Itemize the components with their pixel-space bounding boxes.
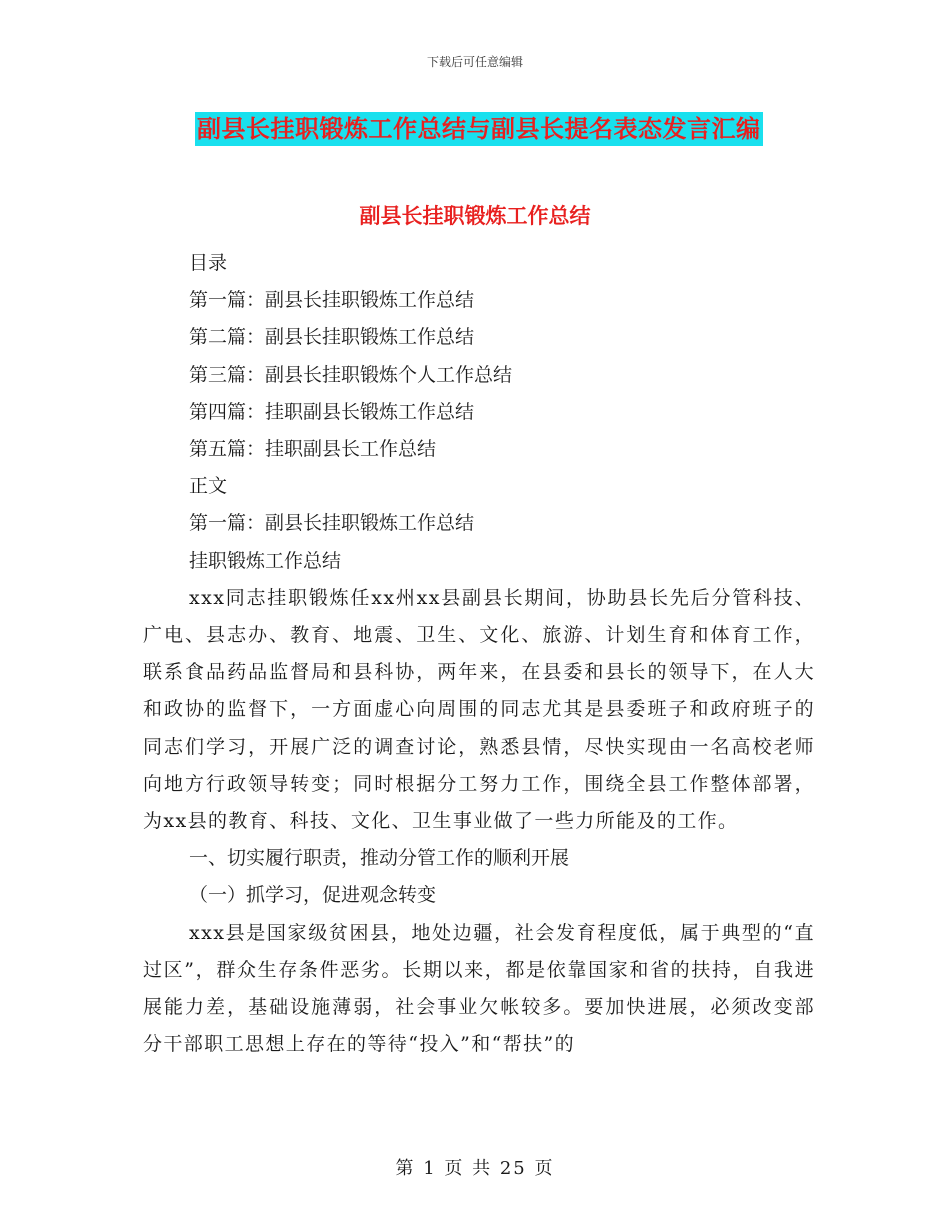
- toc-item: 第五篇：挂职副县长工作总结: [189, 438, 437, 461]
- document-body: [143, 245, 815, 1063]
- heading-level-1: 一、切实履行职责，推动分管工作的顺利开展: [189, 847, 570, 870]
- body-label: 正文: [189, 475, 228, 498]
- toc-item: 第二篇：副县长挂职锻炼工作总结: [189, 326, 475, 349]
- toc-item: 第四篇：挂职副县长锻炼工作总结: [189, 400, 475, 423]
- body-paragraph: xxx县是国家级贫困县，地处边疆，社会发育程度低，属于典型的“直过区”，群众生存条件恶劣。长期以来，都是依靠国家和省的扶持，自我进展能力差，基础设施薄弱，社会事业欠帐较多。要加快进展，必须改变部分干部职工思想上存在的等待“投入”和“帮扶”的: [143, 921, 815, 1056]
- document-main-title: 副县长挂职锻炼工作总结与副县长提名表态发言汇编: [195, 112, 763, 146]
- body-paragraph: xxx同志挂职锻炼任xx州xx县副县长期间，协助县长先后分管科技、广电、县志办、教育、地震、卫生、文化、旅游、计划生育和体育工作，联系食品药品监督局和县科协，两年来，在县委和县长的领导下，在人大和政协的监督下，一方面虚心向周围的同志尤其是县委班子和政府班子的同志们学习，开展广泛的调查讨论，熟悉县情，尽快实现由一名高校老师向地方行政领导转变；同时根据分工努力工作，围绕全县工作整体部署，为xx县的教育、科技、文化、卫生事业做了一些力所能及的工作。: [143, 586, 815, 833]
- section-heading: 第一篇：副县长挂职锻炼工作总结: [189, 512, 475, 535]
- header-note: 下载后可任意编辑: [426, 55, 523, 69]
- page-number: 第 1 页 共 25 页: [395, 1158, 555, 1179]
- toc-item: 第三篇：副县长挂职锻炼个人工作总结: [189, 363, 513, 386]
- toc-label: 目录: [189, 252, 228, 274]
- document-sub-title: 副县长挂职锻炼工作总结: [359, 203, 591, 228]
- article-title: 挂职锻炼工作总结: [189, 549, 342, 572]
- heading-level-2: （一）抓学习，促进观念转变: [189, 884, 437, 907]
- toc-item: 第一篇：副县长挂职锻炼工作总结: [189, 289, 475, 312]
